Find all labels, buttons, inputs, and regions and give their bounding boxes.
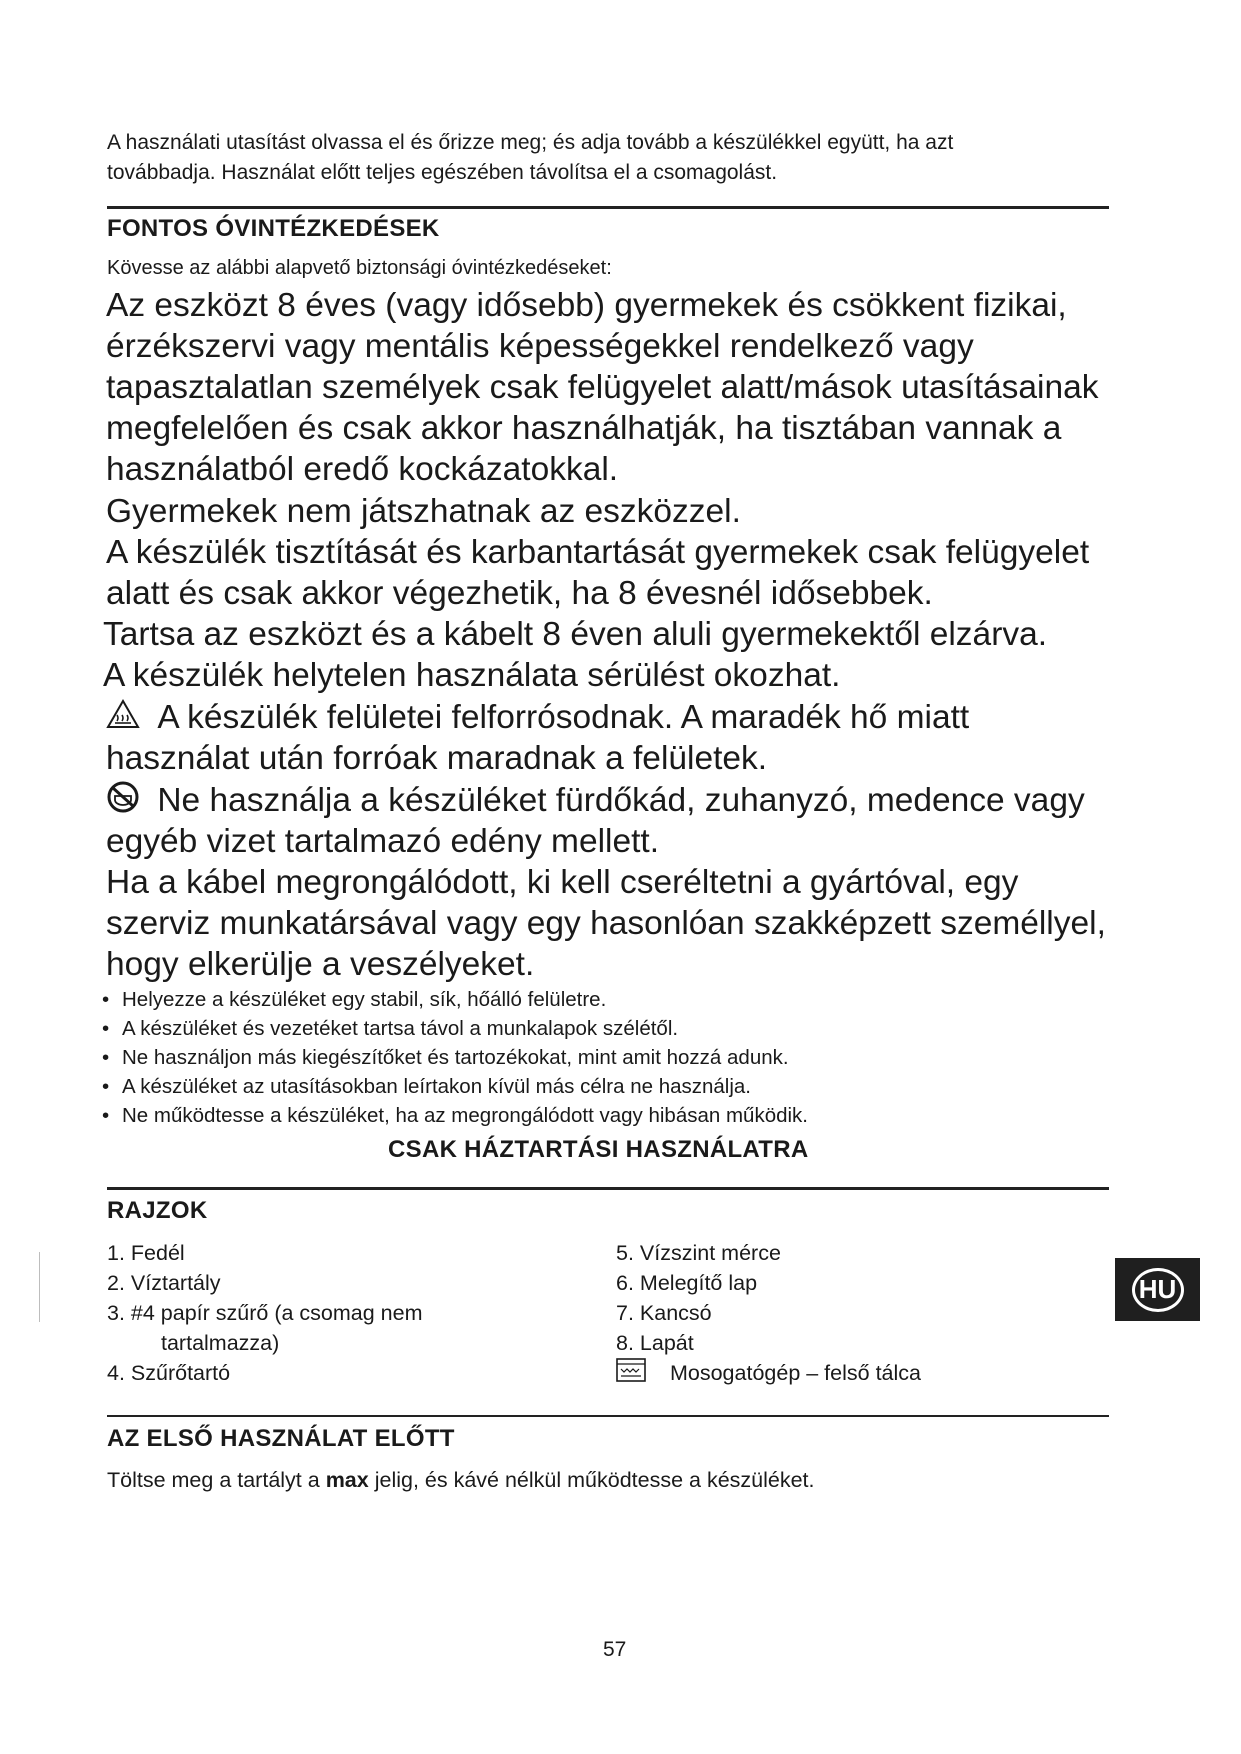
part-item: 7. Kancsó xyxy=(616,1301,712,1325)
hot-surface-text: A készülék felületei felforrósodnak. A maradék hő miatt xyxy=(157,699,970,736)
safety-line: megfelelően és csak akkor használhatják, ha tisztában vannak a xyxy=(106,410,1062,447)
intro-line-2: továbbadja. Használat előtt teljes egészében távolítsa el a csomagolást. xyxy=(107,161,778,184)
bullet-item: • Ne használjon más kiegészítőket és tartozékokat, mint amit hozzá adunk. xyxy=(102,1046,789,1069)
part-item: 6. Melegítő lap xyxy=(616,1271,758,1295)
safety-line: hogy elkerülje a veszélyeket. xyxy=(106,946,535,983)
safety-line: tapasztalatlan személyek csak felügyelet alatt/mások utasításainak xyxy=(106,369,1099,406)
safety-heading: FONTOS ÓVINTÉZKEDÉSEK xyxy=(107,215,440,242)
language-badge-label: HU xyxy=(1132,1268,1184,1312)
page-number: 57 xyxy=(603,1638,627,1661)
bullet-item: • A készüléket és vezetéket tartsa távol a munkalapok szélétől. xyxy=(102,1017,679,1040)
section-divider xyxy=(107,206,1109,209)
intro-line-1: A használati utasítást olvassa el és őrizze meg; és adja tovább a készülékkel együtt, ha azt xyxy=(107,131,954,154)
first-use-heading: AZ ELSŐ HASZNÁLAT ELŐTT xyxy=(107,1425,455,1452)
safety-line: használat után forróak maradnak a felületek. xyxy=(106,740,768,777)
no-water-icon xyxy=(106,781,140,824)
safety-line: alatt és csak akkor végezhetik, ha 8 évesnél idősebbek. xyxy=(106,575,933,612)
part-item: 5. Vízszint mérce xyxy=(616,1241,781,1265)
drawings-heading: RAJZOK xyxy=(107,1197,208,1224)
hot-surface-line xyxy=(106,697,1146,740)
safety-subheading: Kövesse az alábbi alapvető biztonsági óvintézkedéseket: xyxy=(107,257,612,279)
safety-line: Gyermekek nem játszhatnak az eszközzel. xyxy=(106,493,741,530)
part-item: tartalmazza) xyxy=(161,1331,280,1355)
language-badge xyxy=(1115,1258,1200,1321)
margin-line xyxy=(39,1252,40,1322)
safety-line: használatból eredő kockázatokkal. xyxy=(106,451,619,488)
bullet-item: • Helyezze a készüléket egy stabil, sík, hőálló felületre. xyxy=(102,988,607,1011)
intro-paragraph xyxy=(107,128,1107,188)
safety-line: szerviz munkatársával vagy egy hasonlóan szakképzett személlyel, xyxy=(106,905,1106,942)
household-use-notice: CSAK HÁZTARTÁSI HASZNÁLATRA xyxy=(388,1136,809,1163)
hot-surface-warning-icon xyxy=(106,698,140,740)
part-item: 4. Szűrőtartó xyxy=(107,1361,231,1385)
safety-line: egyéb vizet tartalmazó edény mellett. xyxy=(106,823,660,860)
part-item: 3. #4 papír szűrő (a csomag nem xyxy=(107,1301,423,1325)
section-divider xyxy=(107,1187,1109,1190)
part-item: 8. Lapát xyxy=(616,1331,694,1355)
parts-list-left xyxy=(107,1238,423,1388)
water-warning-line xyxy=(106,780,1146,823)
parts-list-right xyxy=(616,1238,921,1390)
section-divider xyxy=(107,1415,1109,1417)
dishwasher-icon xyxy=(616,1358,646,1390)
bullet-item: • Ne működtesse a készüléket, ha az megrongálódott vagy hibásan működik. xyxy=(102,1104,808,1127)
part-item: 1. Fedél xyxy=(107,1241,185,1265)
safety-line: Tartsa az eszközt és a kábelt 8 éven aluli gyermekektől elzárva. xyxy=(103,616,1048,653)
bullet-item: • A készüléket az utasításokban leírtakon kívül más célra ne használja. xyxy=(102,1075,752,1098)
safety-line: A készülék tisztítását és karbantartását gyermekek csak felügyelet xyxy=(106,534,1090,571)
first-use-text: Töltse meg a tartályt a max jelig, és kávé nélkül működtesse a készüléket. xyxy=(107,1468,815,1492)
part-item: Mosogatógép – felső tálca xyxy=(616,1358,921,1390)
safety-line: A készülék helytelen használata sérülést okozhat. xyxy=(103,657,841,694)
safety-line: érzékszervi vagy mentális képességekkel rendelkező vagy xyxy=(106,328,974,365)
part-item: 2. Víztartály xyxy=(107,1271,221,1295)
water-warning-text: Ne használja a készüléket fürdőkád, zuhanyzó, medence vagy xyxy=(157,782,1085,819)
safety-line: Az eszközt 8 éves (vagy idősebb) gyermekek és csökkent fizikai, xyxy=(106,287,1067,324)
safety-line: Ha a kábel megrongálódott, ki kell cseréltetni a gyártóval, egy xyxy=(106,864,1019,901)
